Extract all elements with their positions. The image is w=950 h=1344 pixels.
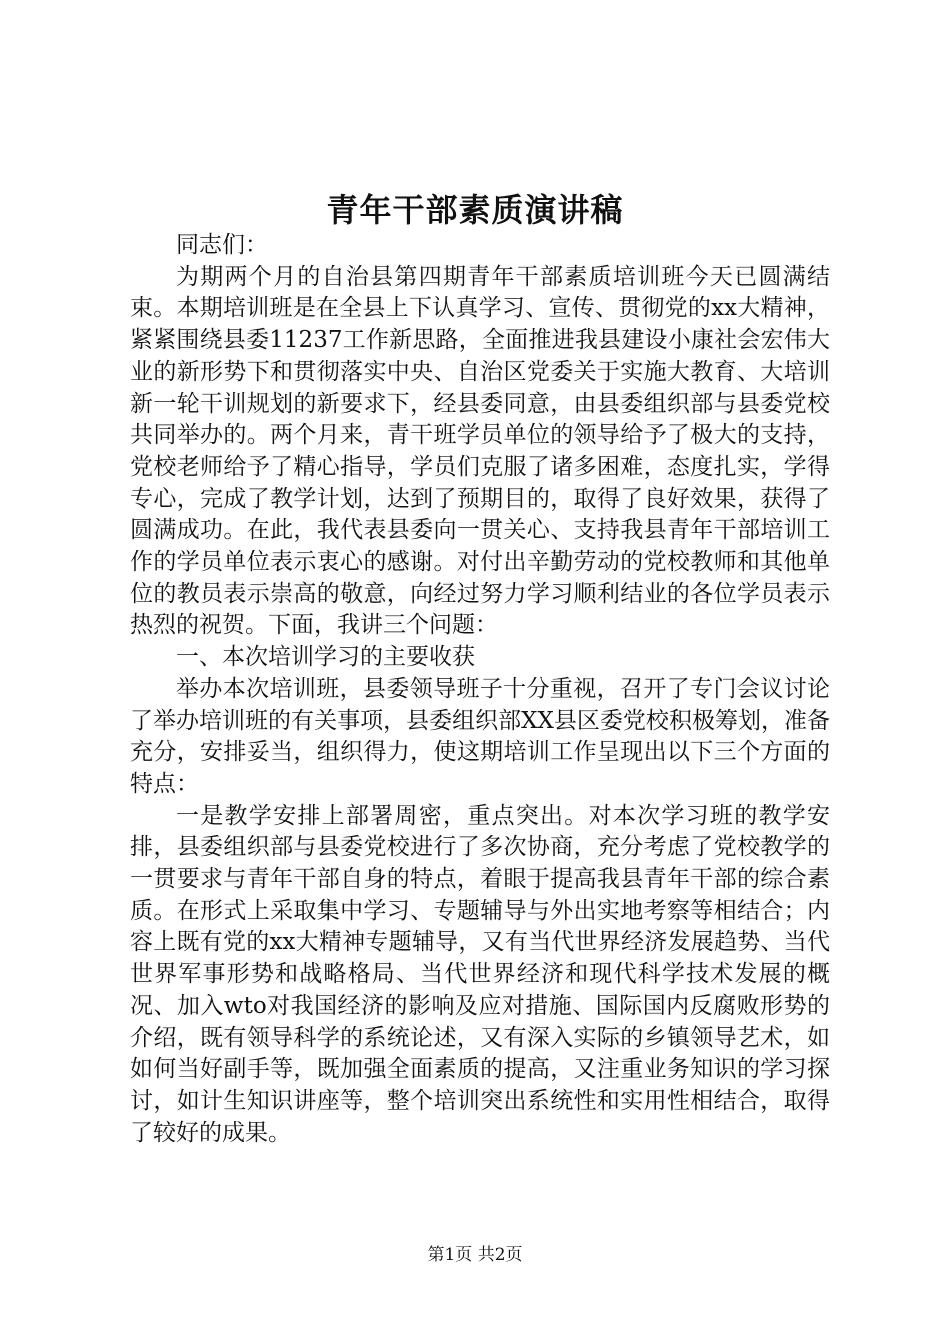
document-body	[130, 230, 830, 1149]
section-heading: 一、本次培训学习的主要收获	[176, 644, 475, 671]
greeting: 同志们：	[176, 232, 268, 258]
paragraph-characteristics: 举办本次培训班，县委领导班子十分重视，召开了专门会议讨论了举办培训班的有关事项，县委组织部XX县区委党校积极筹划，准备充分，安排妥当，组织得力，使这期培训工作呈现出以下三个方面的特点：	[130, 675, 830, 797]
page-number-footer: 第1页 共2页	[427, 1245, 523, 1265]
paragraph-point-one: 一是教学安排上部署周密，重点突出。对本次学习班的教学安排，县委组织部与县委党校进行了多次协商，充分考虑了党校教学的一贯要求与青年干部自身的特点，着眼于提高我县青年干部的综合素质。在形式上采取集中学习、专题辅导与外出实地考察等相结合；内容上既有党的xx大精神专题辅导，又有当代世界经济发展趋势、当代世界军事形势和战略格局、当代世界经济和现代科学技术发展的概况、加入wto对我国经济的影响及应对措施、国际国内反腐败形势的介绍，既有领导科学的系统论述，又有深入实际的乡镇领导艺术，如如何当好副手等，既加强全面素质的提高，又注重业务知识的学习探讨，如计生知识讲座等，整个培训突出系统性和实用性相结合，取得了较好的成果。	[130, 802, 830, 1146]
paragraph-opening: 为期两个月的自治县第四期青年干部素质培训班今天已圆满结束。本期培训班是在全县上下认真学习、宣传、贯彻党的xx大精神，紧紧围绕县委11237工作新思路，全面推进我县建设小康社会宏伟大业的新形势下和贯彻落实中央、自治区党委关于实施大教育、大培训新一轮干训规划的新要求下，经县委同意，由县委组织部与县委党校共同举办的。两个月来，青干班学员单位的领导给予了极大的支持，党校老师给予了精心指导，学员们克服了诸多困难，态度扎实，学得专心，完成了教学计划，达到了预期目的，取得了良好效果，获得了圆满成功。在此，我代表县委向一贯关心、支持我县青年干部培训工作的学员单位表示衷心的感谢。对付出辛勤劳动的党校教师和其他单位的教员表示崇高的敬意，向经过努力学习顺利结业的各位学员表示热烈的祝贺。下面，我讲三个问题：	[130, 263, 830, 639]
page-title: 青年干部素质演讲稿	[326, 191, 624, 229]
